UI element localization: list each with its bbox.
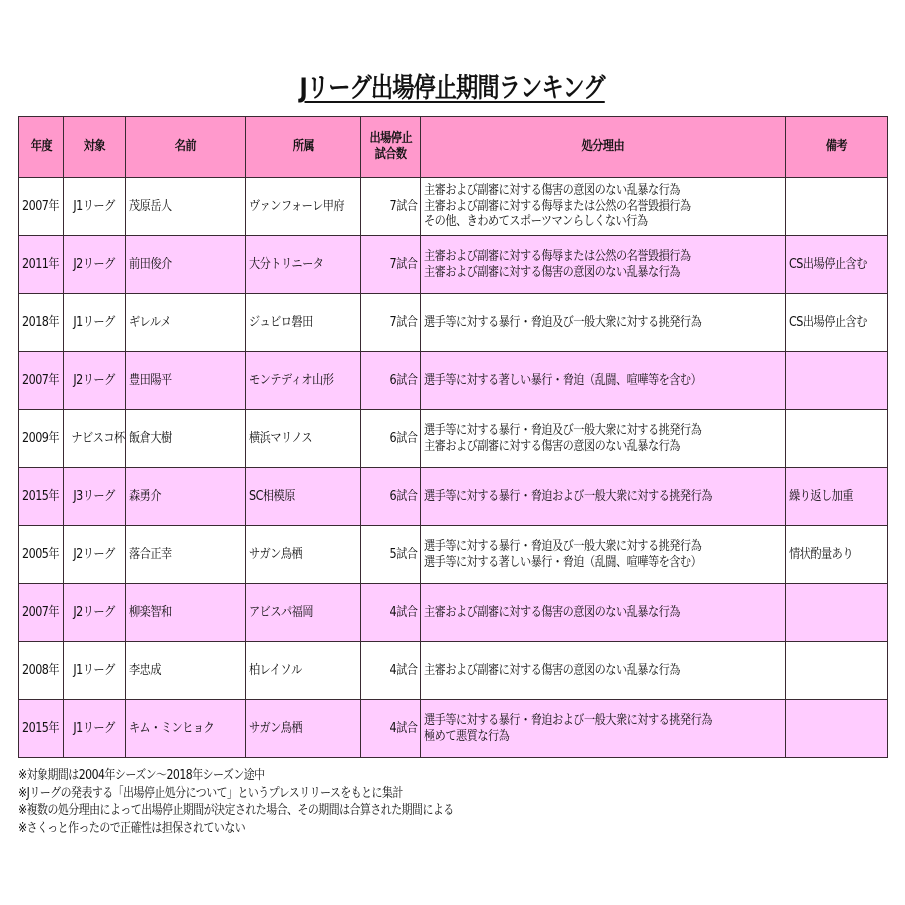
header-club: 所属 — [246, 117, 361, 178]
cell-reason: 選手等に対する暴行・脅迫及び一般大衆に対する挑発行為 — [421, 294, 786, 352]
cell-name: 柳楽智和 — [126, 584, 246, 642]
cell-target: J2リーグ — [64, 236, 126, 294]
cell-club: 横浜マリノス — [246, 410, 361, 468]
cell-club: アビスパ福岡 — [246, 584, 361, 642]
cell-reason: 主審および副審に対する傷害の意図のない乱暴な行為 — [421, 584, 786, 642]
cell-year: 2015年 — [19, 468, 64, 526]
cell-target: J1リーグ — [64, 700, 126, 758]
footnote: ※Jリーグの発表する「出場停止処分について」というプレスリリースをもとに集計 — [18, 785, 403, 801]
cell-name: キム・ミンヒョク — [126, 700, 246, 758]
cell-games: 6試合 — [361, 468, 421, 526]
cell-remarks — [786, 410, 888, 468]
cell-name: 李忠成 — [126, 642, 246, 700]
cell-club: ジュビロ磐田 — [246, 294, 361, 352]
cell-year: 2008年 — [19, 642, 64, 700]
table-row — [19, 468, 888, 526]
header-name: 名前 — [126, 117, 246, 178]
table-row — [19, 584, 888, 642]
cell-target: J2リーグ — [64, 352, 126, 410]
cell-games: 4試合 — [361, 584, 421, 642]
cell-club: ヴァンフォーレ甲府 — [246, 178, 361, 236]
table-row — [19, 526, 888, 584]
cell-games: 4試合 — [361, 700, 421, 758]
header-year: 年度 — [19, 117, 64, 178]
table-row — [19, 236, 888, 294]
cell-club: モンテディオ山形 — [246, 352, 361, 410]
cell-reason: 選手等に対する暴行・脅迫および一般大衆に対する挑発行為 極めて悪質な行為 — [421, 700, 786, 758]
cell-year: 2007年 — [19, 584, 64, 642]
cell-remarks: 情状酌量あり — [786, 526, 888, 584]
cell-year: 2011年 — [19, 236, 64, 294]
page-title: Jリーグ出場停止期間ランキング — [299, 73, 606, 104]
header-reason: 処分理由 — [421, 117, 786, 178]
cell-target: J1リーグ — [64, 294, 126, 352]
cell-name: ギレルメ — [126, 294, 246, 352]
cell-year: 2005年 — [19, 526, 64, 584]
cell-games: 4試合 — [361, 642, 421, 700]
cell-reason: 主審および副審に対する傷害の意図のない乱暴な行為 — [421, 642, 786, 700]
cell-games: 7試合 — [361, 294, 421, 352]
table-row — [19, 410, 888, 468]
cell-name: 飯倉大樹 — [126, 410, 246, 468]
cell-reason: 選手等に対する暴行・脅迫および一般大衆に対する挑発行為 — [421, 468, 786, 526]
cell-year: 2009年 — [19, 410, 64, 468]
cell-target: J3リーグ — [64, 468, 126, 526]
cell-target: J2リーグ — [64, 526, 126, 584]
cell-name: 豊田陽平 — [126, 352, 246, 410]
cell-remarks — [786, 352, 888, 410]
cell-reason: 選手等に対する著しい暴行・脅迫（乱闘、喧嘩等を含む） — [421, 352, 786, 410]
cell-remarks — [786, 700, 888, 758]
table-header-row — [19, 117, 888, 178]
cell-reason: 選手等に対する暴行・脅迫及び一般大衆に対する挑発行為 選手等に対する著しい暴行・脅迫（乱闘、喧嘩等を含む） — [421, 526, 786, 584]
cell-year: 2007年 — [19, 352, 64, 410]
footnotes — [18, 767, 537, 837]
cell-target: ナビスコ杯 — [64, 410, 126, 468]
cell-reason: 選手等に対する暴行・脅迫及び一般大衆に対する挑発行為 主審および副審に対する傷害の意図のない乱暴な行為 — [421, 410, 786, 468]
cell-club: サガン鳥栖 — [246, 526, 361, 584]
cell-name: 森勇介 — [126, 468, 246, 526]
footnote: ※さくっと作ったので正確性は担保されていない — [18, 820, 246, 836]
cell-club: サガン鳥栖 — [246, 700, 361, 758]
cell-year: 2007年 — [19, 178, 64, 236]
table-row — [19, 352, 888, 410]
cell-year: 2018年 — [19, 294, 64, 352]
cell-club: 大分トリニータ — [246, 236, 361, 294]
footnote: ※複数の処分理由によって出場停止期間が決定された場合、その期間は合算された期間による — [18, 803, 454, 818]
cell-games: 6試合 — [361, 410, 421, 468]
cell-club: SC相模原 — [246, 468, 361, 526]
table-row — [19, 700, 888, 758]
cell-year: 2015年 — [19, 700, 64, 758]
cell-reason: 主審および副審に対する傷害の意図のない乱暴な行為 主審および副審に対する侮辱または公然の名誉毀損行為 その他、きわめてスポーツマンらしくない行為 — [421, 178, 786, 236]
cell-club: 柏レイソル — [246, 642, 361, 700]
cell-remarks: CS出場停止含む — [786, 236, 888, 294]
cell-remarks — [786, 178, 888, 236]
cell-target: J1リーグ — [64, 178, 126, 236]
suspension-ranking-table — [18, 116, 888, 758]
table-row — [19, 178, 888, 236]
cell-name: 前田俊介 — [126, 236, 246, 294]
cell-remarks: 繰り返し加重 — [786, 468, 888, 526]
header-remarks: 備考 — [786, 117, 888, 178]
cell-games: 6試合 — [361, 352, 421, 410]
header-games: 出場停止 試合数 — [361, 117, 421, 178]
table-row — [19, 642, 888, 700]
cell-games: 7試合 — [361, 178, 421, 236]
footnote: ※対象期間は2004年シーズン～2018年シーズン途中 — [18, 768, 265, 783]
cell-remarks — [786, 642, 888, 700]
cell-reason: 主審および副審に対する侮辱または公然の名誉毀損行為 主審および副審に対する傷害の意図のない乱暴な行為 — [421, 236, 786, 294]
cell-games: 5試合 — [361, 526, 421, 584]
cell-name: 落合正幸 — [126, 526, 246, 584]
cell-games: 7試合 — [361, 236, 421, 294]
cell-name: 茂原岳人 — [126, 178, 246, 236]
cell-remarks — [786, 584, 888, 642]
cell-target: J1リーグ — [64, 642, 126, 700]
cell-target: J2リーグ — [64, 584, 126, 642]
cell-remarks: CS出場停止含む — [786, 294, 888, 352]
header-target: 対象 — [64, 117, 126, 178]
table-row — [19, 294, 888, 352]
